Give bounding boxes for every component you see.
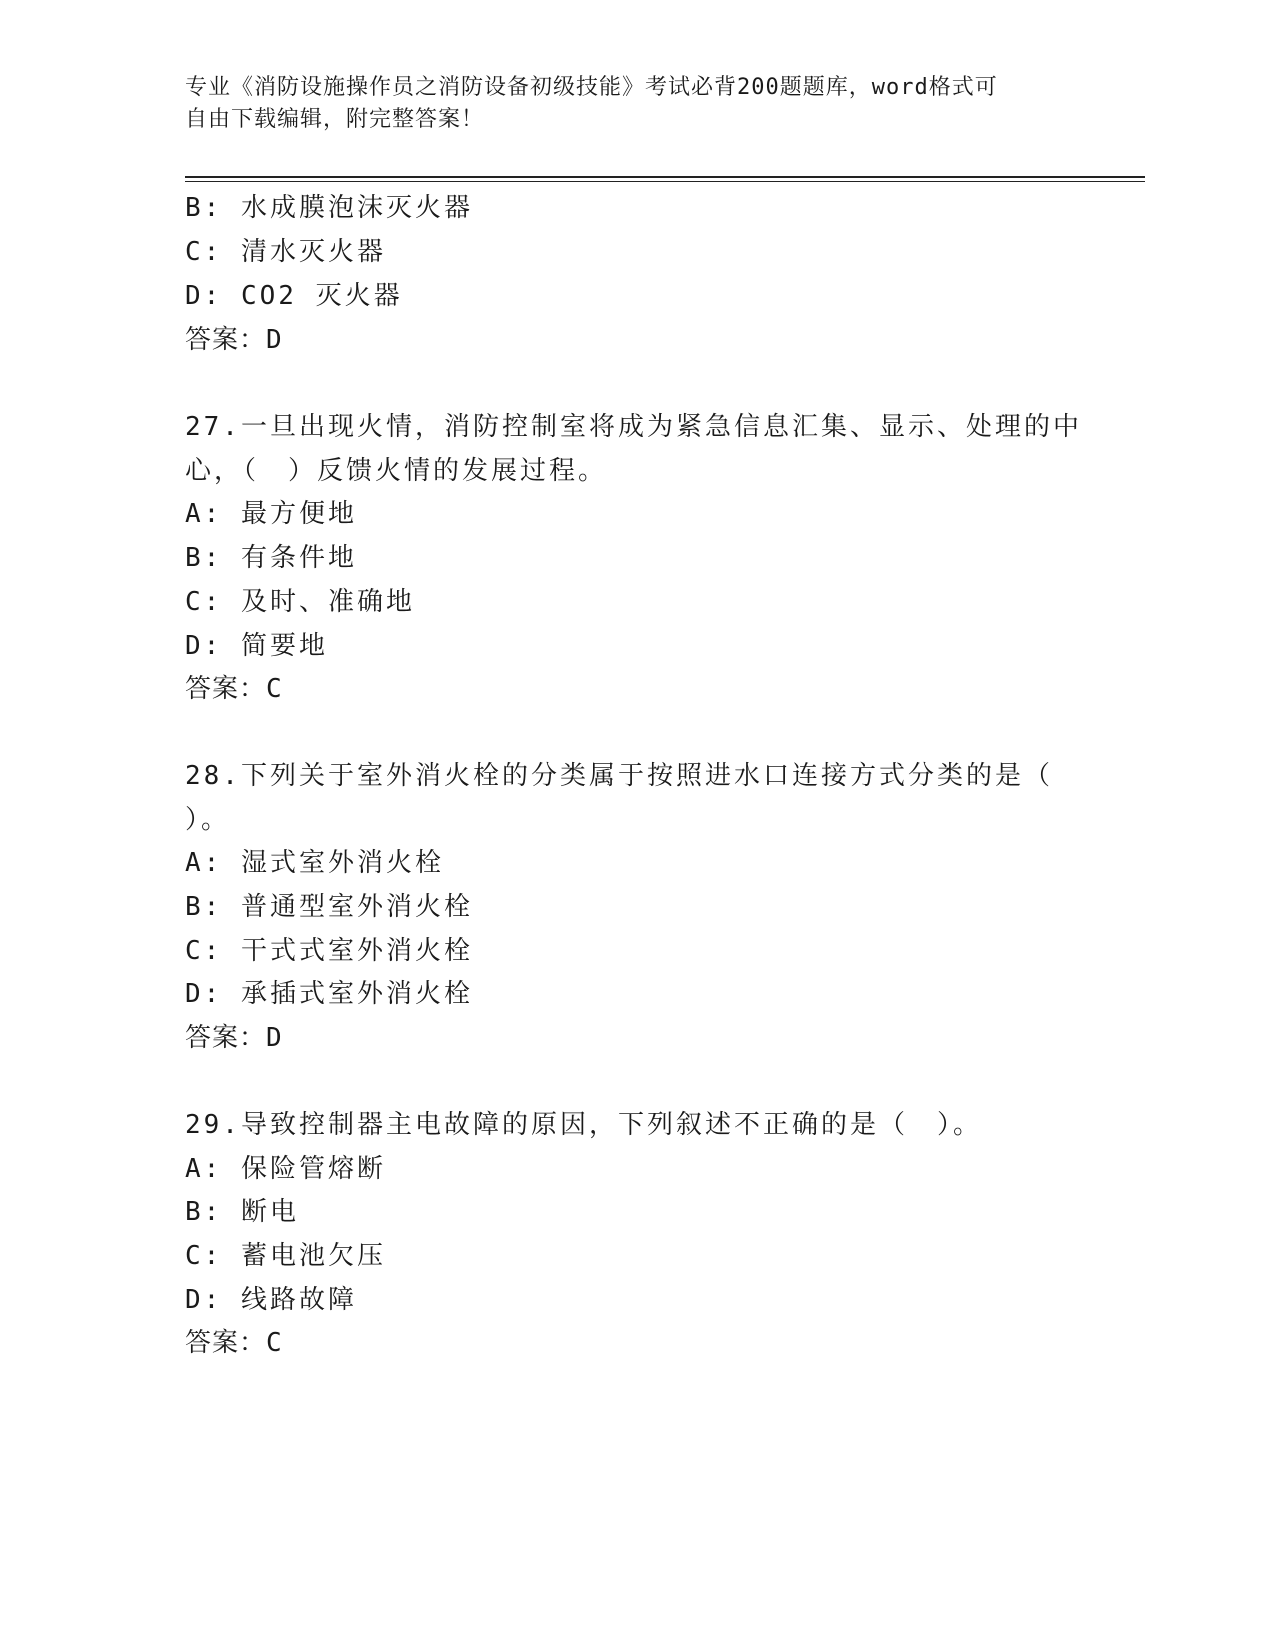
q29-option-a: A: 保险管熔断 — [185, 1154, 386, 1184]
header-line-2: 自由下载编辑，附完整答案！ — [185, 107, 485, 132]
q26-option-c: C: 清水灭火器 — [185, 237, 386, 267]
q27-option-a: A: 最方便地 — [185, 499, 357, 529]
q29-answer: 答案：C — [185, 1328, 283, 1358]
q27-stem-line-1: 27.一旦出现火情，消防控制室将成为紧急信息汇集、显示、处理的中 — [185, 412, 1082, 442]
q28-answer: 答案：D — [185, 1023, 283, 1053]
q26-answer: 答案：D — [185, 325, 283, 355]
q28-option-a: A: 湿式室外消火栓 — [185, 848, 444, 878]
q29-option-b: B: 断电 — [185, 1197, 299, 1227]
q26-option-d: D: CO2 灭火器 — [185, 281, 403, 311]
document-header — [185, 72, 1065, 136]
q28-option-d: D: 承插式室外消火栓 — [185, 979, 473, 1009]
q27-option-b: B: 有条件地 — [185, 543, 357, 573]
q29-option-c: C: 蓄电池欠压 — [185, 1241, 386, 1271]
q26-option-b: B: 水成膜泡沫灭火器 — [185, 193, 473, 223]
q28-stem-line-1: 28.下列关于室外消火栓的分类属于按照进水口连接方式分类的是（ — [185, 761, 1053, 791]
q27-option-d: D: 简要地 — [185, 631, 328, 661]
header-rule-thick — [185, 176, 1145, 178]
q27-answer: 答案：C — [185, 674, 283, 704]
q29-stem-line-1: 29.导致控制器主电故障的原因，下列叙述不正确的是（ ）。 — [185, 1110, 982, 1140]
q28-option-b: B: 普通型室外消火栓 — [185, 892, 473, 922]
q28-stem-line-2: ）。 — [185, 805, 231, 835]
q27-option-c: C: 及时、准确地 — [185, 587, 415, 617]
q29-option-d: D: 线路故障 — [185, 1285, 357, 1315]
q27-stem-line-2: 心，（ ）反馈火情的发展过程。 — [185, 456, 608, 486]
q28-option-c: C: 干式式室外消火栓 — [185, 936, 473, 966]
header-line-1: 专业《消防设施操作员之消防设备初级技能》考试必背200题题库，word格式可 — [185, 75, 998, 100]
header-rule-thin — [185, 181, 1145, 182]
